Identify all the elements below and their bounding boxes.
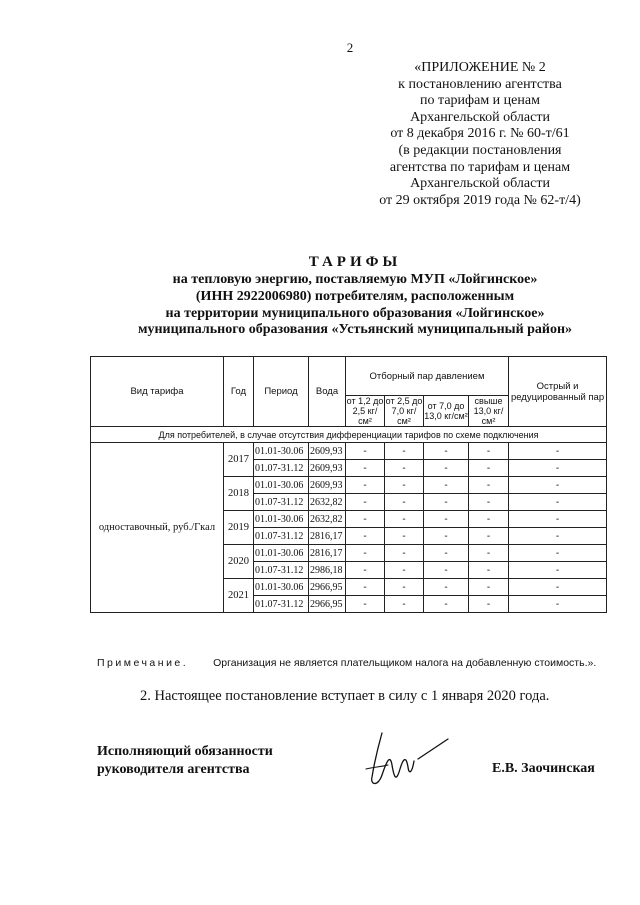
document-subtitle <box>95 272 615 339</box>
steam-cell: - <box>385 443 424 460</box>
steam-cell: - <box>424 528 469 545</box>
signatory-name: Е.В. Заочинская <box>492 761 595 776</box>
steam-cell: - <box>469 494 509 511</box>
steam-cell: - <box>385 596 424 613</box>
water-cell: 2816,17 <box>309 528 346 545</box>
period-cell: 01.07-31.12 <box>254 494 309 511</box>
steam-cell: - <box>385 494 424 511</box>
period-cell: 01.01-30.06 <box>254 545 309 562</box>
steam-cell: - <box>509 596 607 613</box>
water-cell: 2632,82 <box>309 494 346 511</box>
subtitle-line: муниципального образования «Устьянский муниципальный район» <box>137 322 573 338</box>
water-cell: 2632,82 <box>309 511 346 528</box>
appendix-line: агентства по тарифам и ценам <box>389 159 571 175</box>
consumer-row: Для потребителей, в случае отсутствия дифференциации тарифов по схеме подключения <box>91 427 607 443</box>
appendix-line: Архангельской области <box>410 176 550 192</box>
header-steam-col: свыше 13,0 кг/см² <box>469 396 509 427</box>
header-tariff-type: Вид тарифа <box>91 357 224 427</box>
steam-cell: - <box>509 562 607 579</box>
note <box>97 657 627 669</box>
water-cell: 2966,95 <box>309 579 346 596</box>
subtitle-line: на территории муниципального образования «Лойгинское» <box>165 305 545 321</box>
appendix-line: по тарифам и ценам <box>420 93 540 109</box>
steam-cell: - <box>385 460 424 477</box>
signatory-position <box>97 743 273 779</box>
appendix-line: от 29 октября 2019 года № 62-т/4) <box>379 192 581 208</box>
paragraph-2: 2. Настоящее постановление вступает в силу с 1 января 2020 года. <box>140 688 550 704</box>
period-cell: 01.07-31.12 <box>254 562 309 579</box>
steam-cell: - <box>469 596 509 613</box>
period-cell: 01.01-30.06 <box>254 511 309 528</box>
steam-cell: - <box>469 562 509 579</box>
appendix-line: к постановлению агентства <box>398 76 562 92</box>
header-steam-col: от 2,5 до 7,0 кг/см² <box>385 396 423 426</box>
table-row <box>91 443 607 460</box>
header-period: Период <box>254 357 309 427</box>
steam-cell: - <box>346 511 385 528</box>
steam-cell: - <box>509 460 607 477</box>
steam-cell: - <box>385 562 424 579</box>
steam-cell: - <box>424 562 469 579</box>
period-cell: 01.07-31.12 <box>254 460 309 477</box>
steam-cell: - <box>509 579 607 596</box>
steam-cell: - <box>385 545 424 562</box>
document-title: ТАРИФЫ <box>308 254 402 270</box>
steam-cell: - <box>385 528 424 545</box>
position-line: руководителя агентства <box>97 762 250 777</box>
subtitle-line: на тепловую энергию, поставляемую МУП «Лойгинское» <box>172 272 538 287</box>
steam-cell: - <box>346 494 385 511</box>
water-cell: 2966,95 <box>309 596 346 613</box>
steam-cell: - <box>469 511 509 528</box>
steam-cell: - <box>469 443 509 460</box>
steam-cell: - <box>346 477 385 494</box>
water-cell: 2986,18 <box>309 562 346 579</box>
appendix-line: «ПРИЛОЖЕНИЕ № 2 <box>414 60 546 75</box>
steam-cell: - <box>424 545 469 562</box>
appendix-line: (в редакции постановления <box>398 142 562 158</box>
header-sharp-steam: Острый и редуцированный пар <box>509 357 607 427</box>
year-cell: 2021 <box>224 579 254 613</box>
note-label: Примечание. <box>97 657 189 669</box>
header-steam-group: Отборный пар давлением <box>346 357 509 396</box>
steam-cell: - <box>424 494 469 511</box>
steam-cell: - <box>424 511 469 528</box>
page-number: 2 <box>346 40 354 55</box>
appendix-line: Архангельской области <box>410 109 550 125</box>
appendix-line: от 8 декабря 2016 г. № 60-т/61 <box>390 126 570 142</box>
steam-cell: - <box>469 460 509 477</box>
year-cell: 2017 <box>224 443 254 477</box>
steam-cell: - <box>469 545 509 562</box>
position-line: Исполняющий обязанности <box>97 744 273 759</box>
appendix-header <box>355 60 605 209</box>
steam-cell: - <box>346 443 385 460</box>
water-cell: 2609,93 <box>309 477 346 494</box>
year-cell: 2018 <box>224 477 254 511</box>
steam-cell: - <box>385 511 424 528</box>
steam-cell: - <box>509 443 607 460</box>
year-cell: 2019 <box>224 511 254 545</box>
steam-cell: - <box>469 579 509 596</box>
header-steam-col: от 1,2 до 2,5 кг/см² <box>346 396 384 426</box>
steam-cell: - <box>469 477 509 494</box>
steam-cell: - <box>346 562 385 579</box>
steam-cell: - <box>346 460 385 477</box>
steam-cell: - <box>469 528 509 545</box>
water-cell: 2816,17 <box>309 545 346 562</box>
steam-cell: - <box>509 511 607 528</box>
steam-cell: - <box>346 596 385 613</box>
steam-cell: - <box>424 596 469 613</box>
steam-cell: - <box>424 477 469 494</box>
steam-cell: - <box>509 528 607 545</box>
steam-cell: - <box>424 460 469 477</box>
period-cell: 01.01-30.06 <box>254 443 309 460</box>
steam-cell: - <box>385 579 424 596</box>
period-cell: 01.07-31.12 <box>254 528 309 545</box>
header-water: Вода <box>309 357 346 427</box>
steam-cell: - <box>346 579 385 596</box>
steam-cell: - <box>424 579 469 596</box>
note-text: Организация не является плательщиком налога на добавленную стоимость.». <box>213 657 597 669</box>
title-block <box>95 252 615 339</box>
water-cell: 2609,93 <box>309 460 346 477</box>
period-cell: 01.07-31.12 <box>254 596 309 613</box>
steam-cell: - <box>424 443 469 460</box>
tariff-table <box>90 356 607 613</box>
header-steam-col: от 7,0 до 13,0 кг/см² <box>424 396 469 427</box>
steam-cell: - <box>509 477 607 494</box>
subtitle-line: (ИНН 2922006980) потребителям, расположенным <box>195 288 515 304</box>
water-cell: 2609,93 <box>309 443 346 460</box>
steam-cell: - <box>346 528 385 545</box>
steam-cell: - <box>346 545 385 562</box>
period-cell: 01.01-30.06 <box>254 477 309 494</box>
steam-cell: - <box>509 545 607 562</box>
tariff-type-cell: одноставочный, руб./Гкал <box>91 443 224 613</box>
steam-cell: - <box>385 477 424 494</box>
header-year: Год <box>224 357 254 427</box>
handwritten-signature <box>352 725 462 795</box>
period-cell: 01.01-30.06 <box>254 579 309 596</box>
year-cell: 2020 <box>224 545 254 579</box>
steam-cell: - <box>509 494 607 511</box>
